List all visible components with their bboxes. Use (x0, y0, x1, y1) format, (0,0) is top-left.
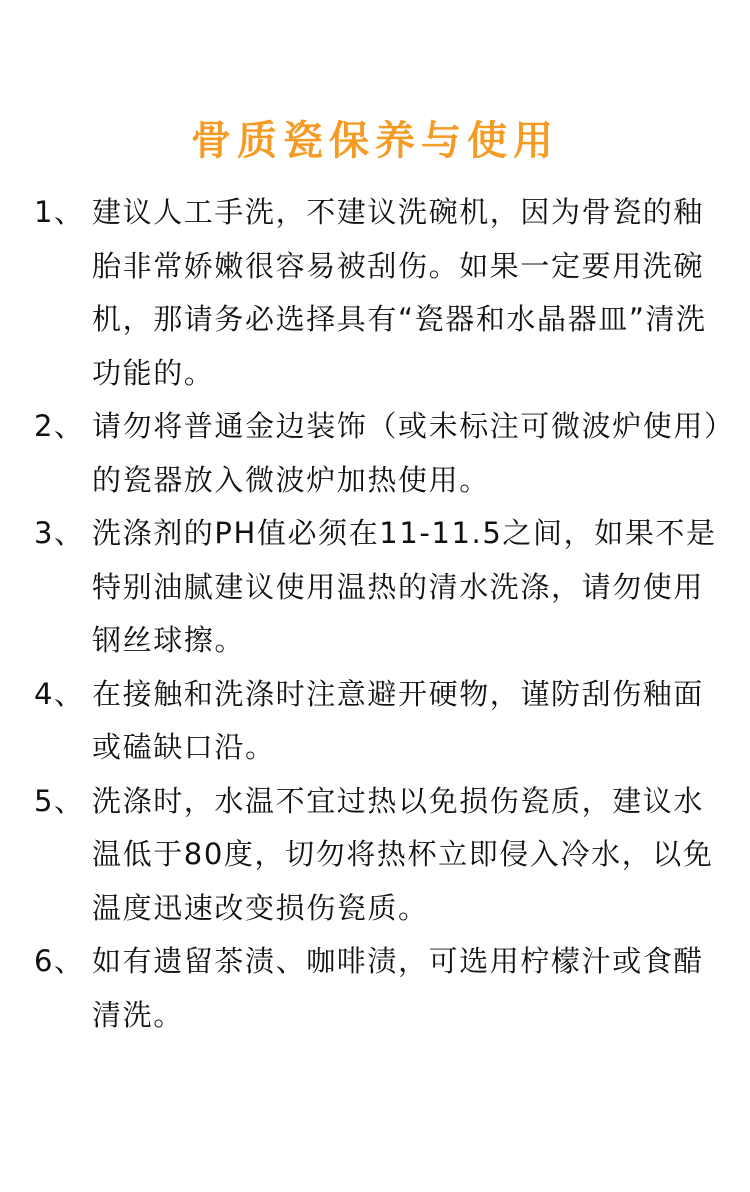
item-number: 4、 (34, 676, 85, 711)
list-item (34, 507, 724, 668)
list-item (34, 668, 724, 775)
list-item (34, 186, 724, 400)
list-item (34, 400, 724, 507)
item-text: 在接触和洗涤时注意避开硬物，谨防刮伤釉面或磕缺口沿。 (92, 676, 705, 764)
item-text: 洗涤时，水温不宜过热以免损伤瓷质，建议水温低于80度，切勿将热杯立即侵入冷水，以免温度迅速改变损伤瓷质。 (92, 783, 714, 925)
item-text: 洗涤剂的PH值必须在11-11.5之间，如果不是特别油腻建议使用温热的清水洗涤，请勿使用钢丝球擦。 (92, 516, 717, 657)
item-number: 5、 (34, 783, 85, 818)
item-text: 请勿将普通金边装饰（或未标注可微波炉使用）的瓷器放入微波炉加热使用。 (92, 409, 721, 497)
page-title: 骨质瓷保养与使用 (191, 116, 559, 164)
care-instructions-list (34, 186, 724, 1042)
item-number: 2、 (34, 409, 85, 443)
item-text: 建议人工手洗，不建议洗碗机，因为骨瓷的釉胎非常娇嫩很容易被刮伤。如果一定要用洗碗机，那请务必选择具有“瓷器和水晶器皿”清洗功能的。 (92, 195, 707, 390)
item-number: 6、 (34, 944, 85, 978)
item-text: 如有遗留茶渍、咖啡渍，可选用柠檬汁或食醋清洗。 (92, 944, 705, 1032)
item-number: 1、 (34, 195, 85, 229)
list-item (34, 775, 724, 936)
item-number: 3、 (34, 516, 85, 550)
list-item (34, 935, 724, 1042)
